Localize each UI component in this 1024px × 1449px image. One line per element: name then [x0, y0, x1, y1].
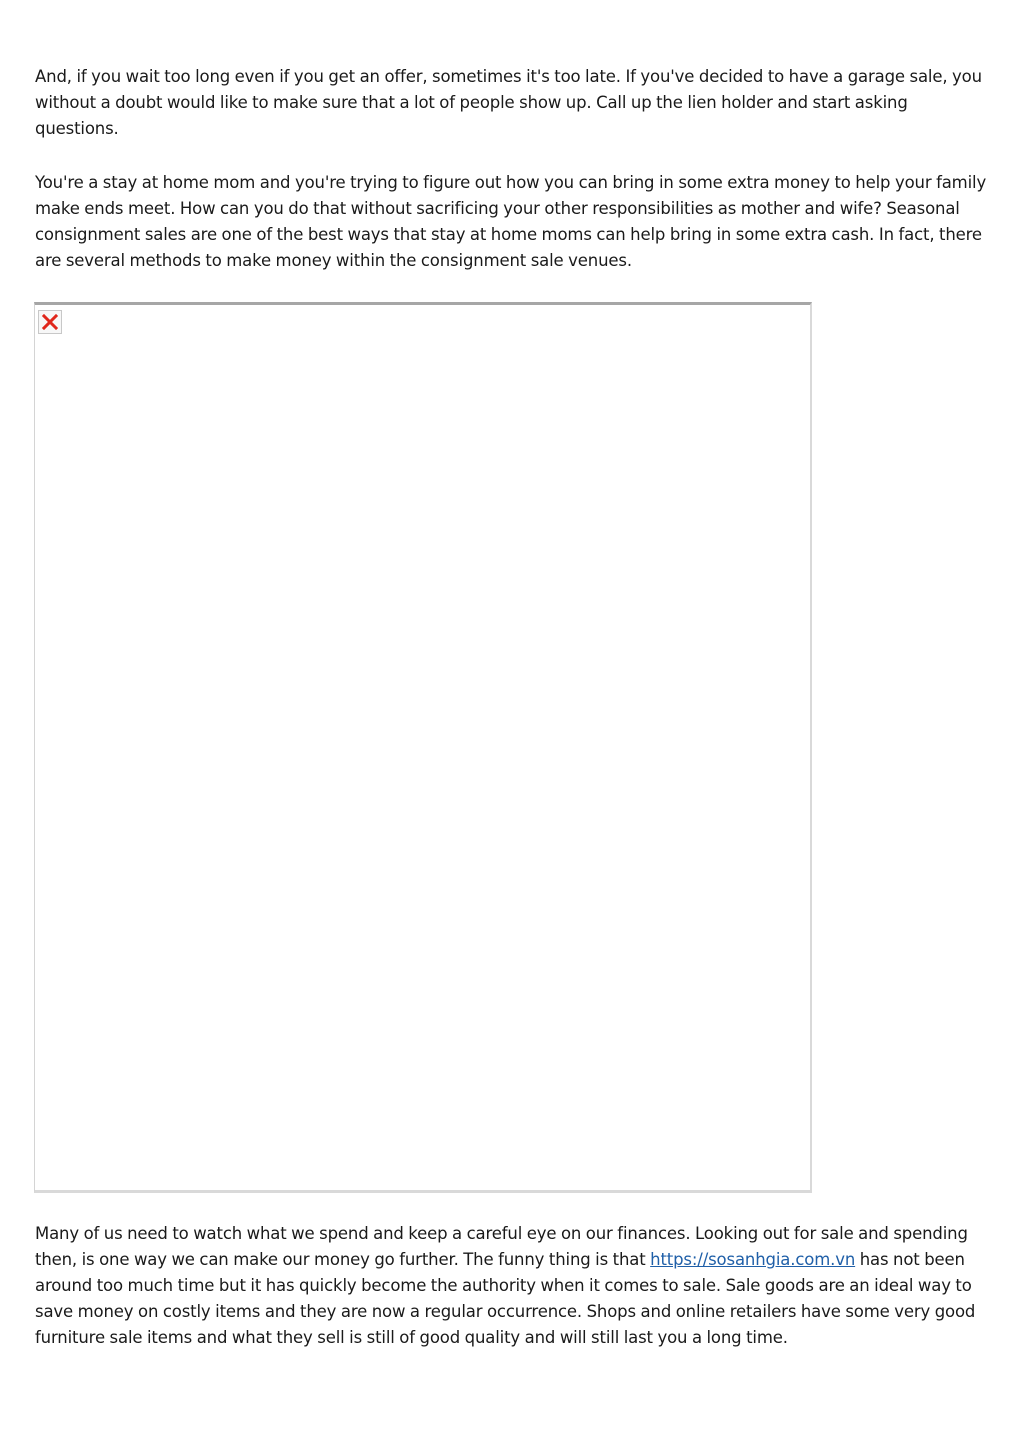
paragraph-garage-sale: And, if you wait too long even if you get an offer, sometimes it's too late. If you've decided to have a garage sale, you without a doubt would like to make sure that a lot of people show up. Call up the lien holder and start asking questions. [35, 67, 982, 138]
paragraph-text-after-link: has not been around too much time but it has quickly become the authority when it comes to sale. Sale goods are an ideal way to save money on costly items and they are now a regular occurrence. Shops and online retailers have some very good furniture sale items and what they sell is still of good quality and will still last you a long time. [35, 1250, 976, 1347]
broken-image-placeholder [34, 302, 812, 1193]
sosanhgia-link[interactable]: https://sosanhgia.com.vn [650, 1250, 856, 1269]
paragraph-consignment-sales: You're a stay at home mom and you're trying to figure out how you can bring in some extra money to help your family make ends meet. How can you do that without sacrificing your other responsibilities as mother and wife? Seasonal consignment sales are one of the best ways that stay at home moms can help bring in some extra cash. In fact, there are several methods to make money within the consignment sale venues. [35, 173, 987, 270]
paragraph-sale-goods [35, 1221, 990, 1351]
broken-image-icon [38, 310, 62, 334]
paragraph-text-before-link: Many of us need to watch what we spend and keep a careful eye on our finances. Looking out for sale and spending then, is one way we can make our money go further. The funny thing is that [35, 1224, 968, 1269]
